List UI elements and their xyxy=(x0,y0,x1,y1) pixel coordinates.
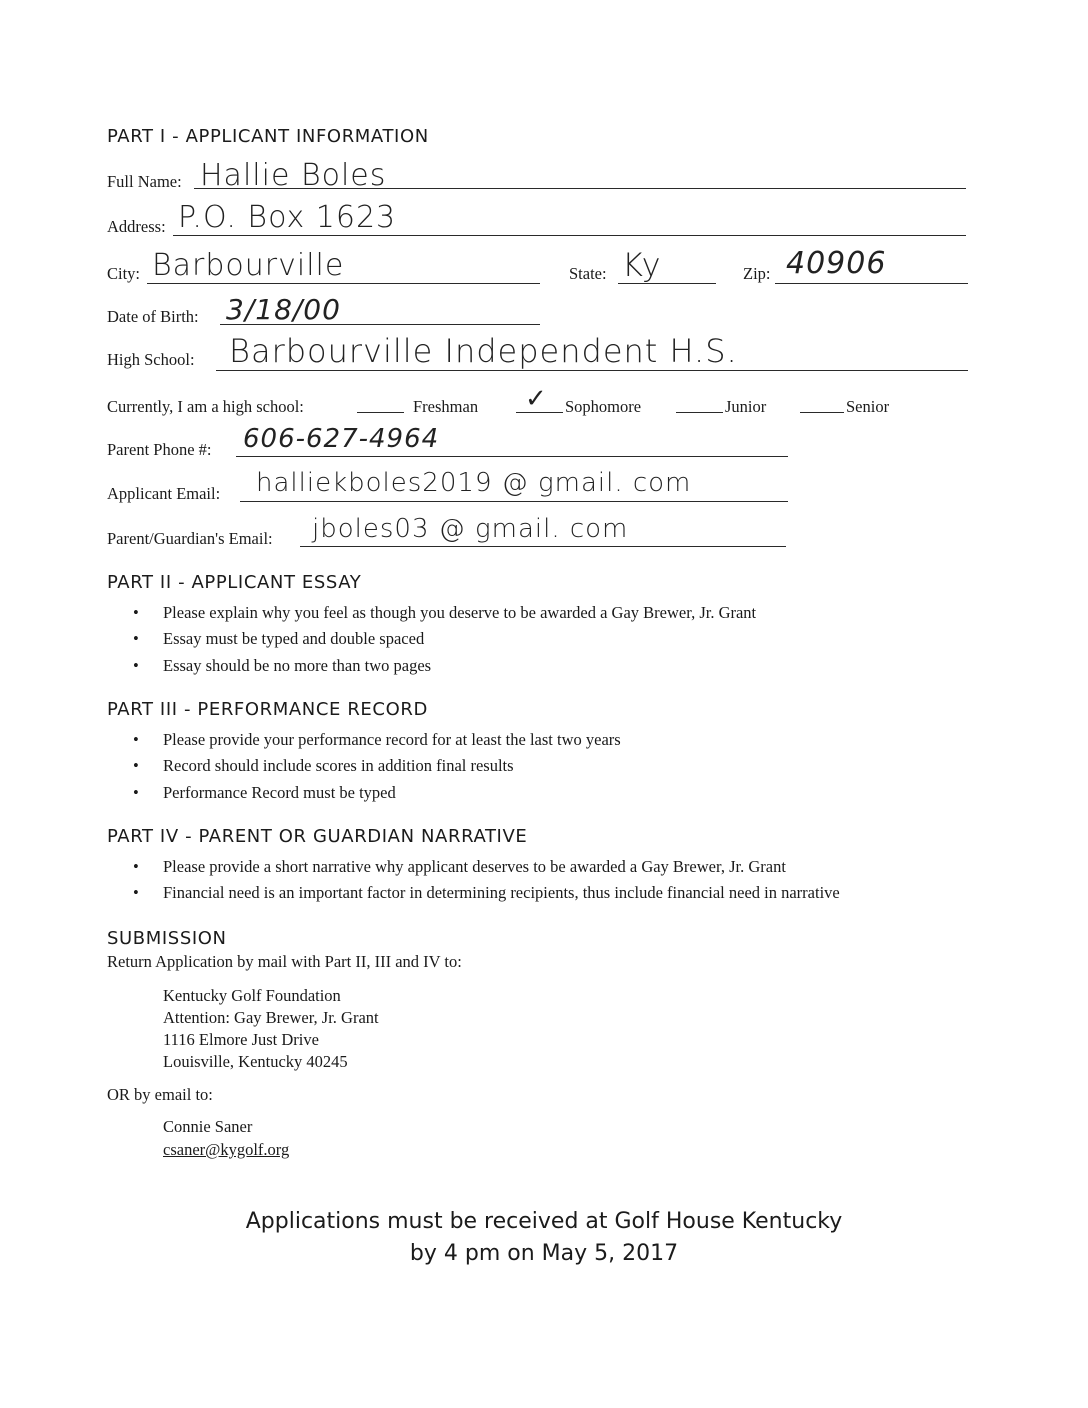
part2-bullet-text: Essay must be typed and double spaced xyxy=(163,629,425,648)
part2-bullet-text: Essay should be no more than two pages xyxy=(163,656,432,675)
sophomore-check: ✓ xyxy=(525,384,548,414)
zip-field[interactable]: 40906 xyxy=(786,246,887,281)
applicant-email-label: Applicant Email: xyxy=(107,484,221,503)
full-name-field[interactable]: Hallie Boles xyxy=(200,158,387,193)
contact-name: Connie Saner xyxy=(163,1117,253,1136)
applicant-email-line xyxy=(240,501,788,502)
parent-email-label: Parent/Guardian's Email: xyxy=(107,529,273,548)
part4-heading: PART IV - PARENT OR GUARDIAN NARRATIVE xyxy=(107,826,528,847)
state-label: State: xyxy=(569,264,607,283)
high-school-label: High School: xyxy=(107,350,195,369)
city-label: City: xyxy=(107,264,141,283)
address-label: Address: xyxy=(107,217,166,236)
address-line-4: Louisville, Kentucky 40245 xyxy=(163,1052,348,1071)
zip-line xyxy=(775,283,968,284)
grade-label: Currently, I am a high school: xyxy=(107,397,304,416)
part4-bullet-text: Please provide a short narrative why applicant deserves to be awarded a Gay Brewer, Jr. Grant xyxy=(163,857,786,876)
high-school-line xyxy=(216,370,968,371)
deadline-line-2: by 4 pm on May 5, 2017 xyxy=(409,1241,679,1266)
freshman-blank[interactable] xyxy=(357,412,404,413)
dob-field[interactable]: 3/18/00 xyxy=(226,293,341,326)
address-line-2: Attention: Gay Brewer, Jr. Grant xyxy=(163,1008,379,1027)
part2-heading: PART II - APPLICANT ESSAY xyxy=(107,572,362,593)
deadline-line-1: Applications must be received at Golf House Kentucky xyxy=(245,1209,843,1234)
full-name-line xyxy=(194,188,966,189)
senior-blank[interactable] xyxy=(800,412,844,413)
parent-phone-label: Parent Phone #: xyxy=(107,440,212,459)
address-field[interactable]: P.O. Box 1623 xyxy=(178,200,397,235)
contact-email-link[interactable]: csaner@kygolf.org xyxy=(163,1140,290,1159)
state-field[interactable]: Ky xyxy=(622,246,662,284)
city-field[interactable]: Barbourville xyxy=(152,248,345,283)
address-line-3: 1116 Elmore Just Drive xyxy=(163,1030,319,1049)
email-intro: OR by email to: xyxy=(107,1085,213,1104)
grade-freshman: Freshman xyxy=(413,397,479,416)
full-name-label: Full Name: xyxy=(107,172,182,191)
high-school-field[interactable]: Barbourville Independent H.S. xyxy=(229,332,738,370)
part4-bullet-text: Financial need is an important factor in determining recipients, thus include financial need in narrative xyxy=(163,883,840,902)
grade-sophomore: Sophomore xyxy=(565,397,642,416)
part3-bullet-text: Please provide your performance record for at least the last two years xyxy=(163,730,621,749)
part3-bullet-text: Record should include scores in addition final results xyxy=(163,756,514,775)
junior-blank[interactable] xyxy=(676,412,723,413)
dob-line xyxy=(220,324,540,325)
part3-heading: PART III - PERFORMANCE RECORD xyxy=(107,699,428,720)
part3-bullet-text: Performance Record must be typed xyxy=(163,783,396,802)
parent-email-line xyxy=(300,546,786,547)
parent-email-field[interactable]: jboles03 @ gmail. com xyxy=(312,514,629,544)
dob-label: Date of Birth: xyxy=(107,307,199,326)
applicant-email-field[interactable]: halliekboles2019 @ gmail. com xyxy=(256,468,692,498)
zip-label: Zip: xyxy=(743,264,771,283)
grade-senior: Senior xyxy=(846,397,890,416)
address-line xyxy=(173,235,966,236)
parent-phone-line xyxy=(236,456,788,457)
grade-junior: Junior xyxy=(725,397,767,416)
mail-intro: Return Application by mail with Part II, III and IV to: xyxy=(107,952,462,971)
parent-phone-field[interactable]: 606-627-4964 xyxy=(243,424,440,454)
address-line-1: Kentucky Golf Foundation xyxy=(163,986,341,1005)
part1-heading: PART I - APPLICANT INFORMATION xyxy=(107,126,429,147)
submission-heading: SUBMISSION xyxy=(107,928,227,949)
part2-bullet-text: Please explain why you feel as though you deserve to be awarded a Gay Brewer, Jr. Grant xyxy=(163,603,757,622)
city-line xyxy=(147,283,540,284)
state-line xyxy=(618,283,716,284)
